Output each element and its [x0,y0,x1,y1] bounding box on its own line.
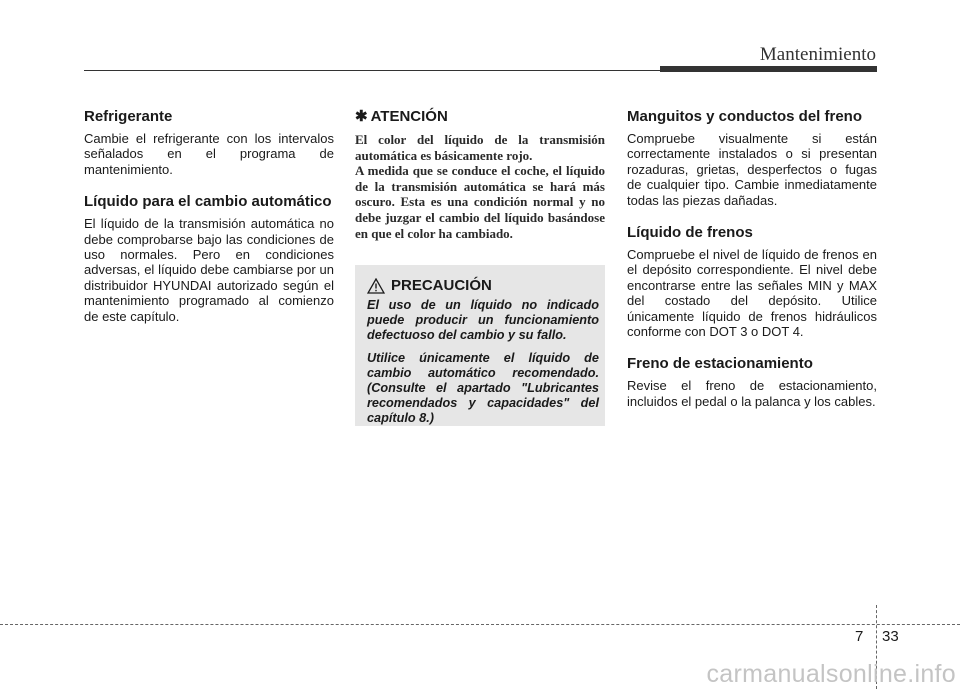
section-text-refrigerante: Cambie el refrigerante con los intervalos señalados en el programa de mantenimiento. [84,131,334,177]
caution-heading-label: PRECAUCIÓN [391,277,492,294]
caution-text-1: El uso de un líquido no indicado puede producir un funcionamiento defectuoso del cambio y su fallo. [367,298,599,343]
page-number: 33 [882,628,899,645]
warning-triangle-icon [367,278,385,294]
section-text-liquido-frenos: Compruebe el nivel de líquido de frenos en el depósito correspondiente. El nivel debe encontrarse entre las señales MIN y MAX del costado del depósito. Utilice únicamente líquido de frenos hidráulicos conforme con DOT 3 o DOT 4. [627,247,877,340]
section-heading-freno-estacionamiento: Freno de estacionamiento [627,355,813,373]
section-text-liquido-cambio: El líquido de la transmisión automática no debe comprobarse bajo las condiciones de uso normales. Pero en condiciones adversas, el líquido debe cambiarse por un distribuidor HYUNDAI autorizado según el mantenimiento programado al comienzo de este capítulo. [84,216,334,324]
section-heading-liquido-frenos: Líquido de frenos [627,224,753,242]
attention-text-2: A medida que se conduce el coche, el líquido de la transmisión automática se hará más oscuro. Esta es una condición normal y no debe juzgar el cambio del líquido basándose en que el color ha cambiado. [355,163,605,241]
chapter-number: 7 [855,628,864,645]
caution-heading [367,277,599,294]
section-heading-manguitos: Manguitos y conductos del freno [627,108,863,125]
header-rule [84,70,664,71]
header-rule-bar [660,66,877,72]
column-left [84,108,334,340]
watermark: carmanualsonline.info [706,660,956,688]
section-heading-liquido-cambio: Líquido para el cambio automático [84,193,332,211]
section-text-manguitos: Compruebe visualmente si están correctamente instalados o si presentan rozaduras, grietas, desperfectos o fugas de cualquier tipo. Cambie inmediatamente todas las piezas dañadas. [627,131,877,208]
attention-heading [355,108,605,125]
caution-text-2: Utilice únicamente el líquido de cambio automático recomendado. (Consulte el apartado "Lubricantes recomendados y capacidades" del capítulo 8.) [367,350,599,426]
star-icon: ✱ [355,108,368,125]
attention-text-1: El color del líquido de la transmisión automática es básicamente rojo. [355,132,605,163]
page-header-title: Mantenimiento [759,44,876,65]
column-right [627,108,877,425]
column-middle [355,108,605,241]
attention-heading-label: ATENCIÓN [370,108,448,125]
caution-box [355,265,605,426]
footer-rule [0,624,960,625]
section-text-freno-estacionamiento: Revise el freno de estacionamiento, incluidos el pedal o la palanca y los cables. [627,378,877,409]
section-heading-refrigerante: Refrigerante [84,108,173,125]
